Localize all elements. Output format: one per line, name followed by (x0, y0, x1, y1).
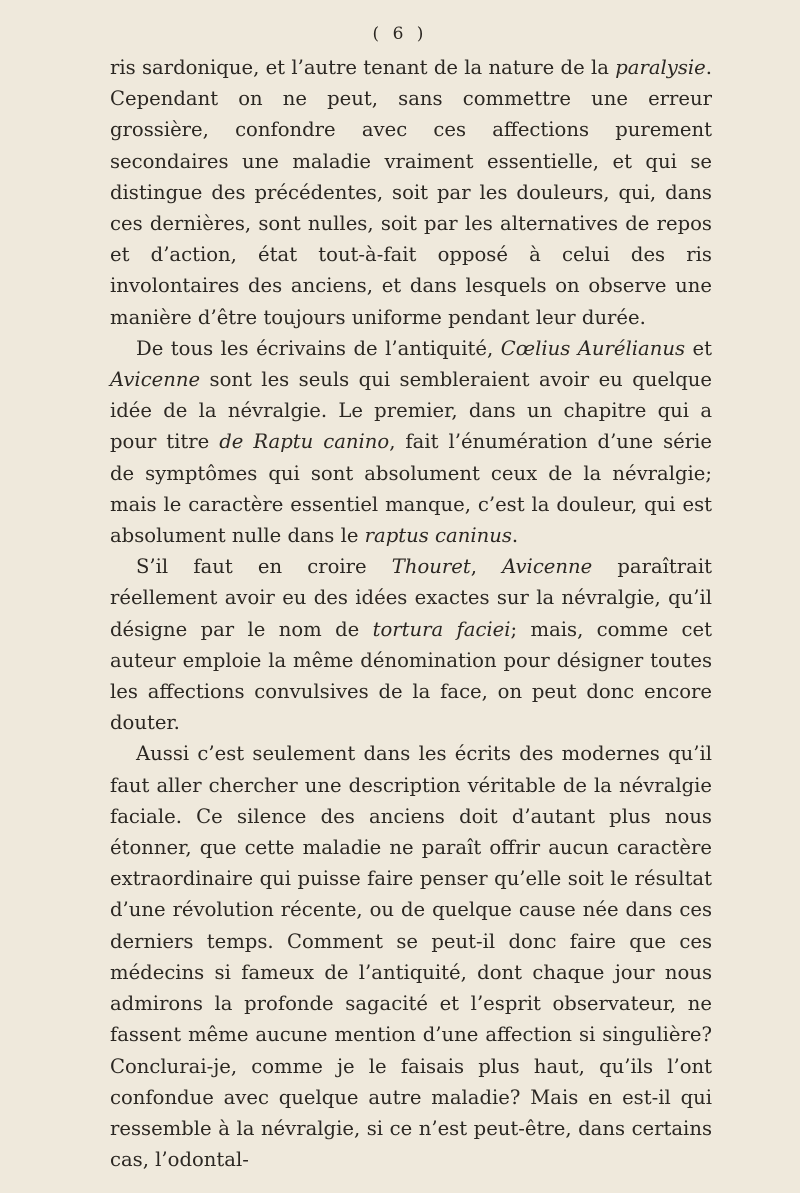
text-run: . (511, 524, 519, 548)
italic-text: raptus caninus (364, 524, 512, 548)
text-run: et (685, 336, 713, 360)
text-run: Aussi c’est seulement dans les écrits des modernes qu’il faut aller chercher une description véritable de la névralgie faciale. Ce silence des anciens doit d’autant plus nous étonner, que cette maladie ne paraît offrir aucun caractère extraordinaire qui puisse faire penser qu’elle soit le résultat d’une révolution récente, ou de quelque cause née dans ces derniers temps. Comment se peut-il donc faire que ces médecins si fameux de l’antiquité, dont chaque jour nous admirons la profonde sagacité et l’esprit observateur, ne fassent même aucune mention d’une affection si singulière? Conclurai-je, comme je le faisais plus haut, qu’ils l’ont confondue avec quelque autre maladie? Mais en est-il qui ressemble à la névralgie, si ce n’est peut-être, dans certains cas, l’odontal- (110, 742, 712, 1172)
italic-text: Cœlius Aurélianus (500, 336, 686, 360)
text-run: sont les seuls qui sembleraient avoir eu quelque idée de la névralgie. Le premier, dans un chapitre qui a pour titre (110, 368, 712, 454)
text-run: S’il faut en croire (136, 555, 392, 579)
text-run: paraîtrait réellement avoir eu des idées exactes sur la névralgie, qu’il désigne par le nom de (110, 555, 712, 641)
italic-text: tortura faciei (372, 617, 511, 641)
text-run: , (470, 555, 503, 579)
paragraph (110, 738, 712, 1175)
text-run: , fait l’énumération d’une série de symptômes qui sont absolument ceux de la névralgie; mais le caractère essentiel manque, c’est la douleur, qui est absolument nulle dans le (110, 430, 712, 548)
italic-text: Avicenne (502, 555, 593, 579)
text-run: ris sardonique, et l’autre tenant de la nature de la (110, 56, 616, 79)
paragraph (110, 333, 712, 551)
italic-text: Avicenne (110, 368, 201, 392)
italic-text: paralysie (615, 56, 706, 79)
text-run: ; mais, comme cet auteur emploie la même dénomination pour désigner toutes les affections convulsives de la face, on peut donc encore douter. (110, 617, 712, 735)
paragraph (110, 52, 712, 333)
body-text (110, 52, 712, 1175)
text-run: De tous les écrivains de l’antiquité, (136, 336, 501, 360)
text-run: . Cependant on ne peut, sans commettre une erreur grossière, confondre avec ces affections purement secondaires une maladie vraiment essentielle, et qui se distingue des précédentes, soit par les douleurs, qui, dans ces dernières, sont nulles, soit par les alternatives de repos et d’action, état tout-à-fait opposé à celui des ris involontaires des anciens, et dans lesquels on observe une manière d’être toujours uniforme pendant leur durée. (110, 56, 712, 329)
page-number: ( 6 ) (372, 24, 428, 44)
paragraph (110, 551, 712, 738)
italic-text: Thouret (391, 555, 471, 579)
italic-text: de Raptu canino (219, 430, 390, 454)
